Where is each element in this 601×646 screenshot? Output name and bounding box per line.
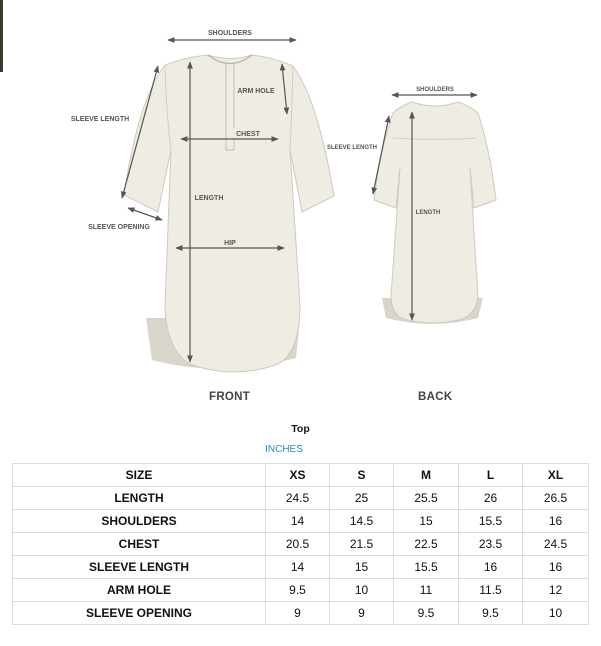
table-cell: 26: [459, 487, 523, 510]
table-cell: 16: [459, 556, 523, 579]
table-cell: 9.5: [394, 602, 459, 625]
table-cell: 10: [330, 579, 394, 602]
table-row: [13, 533, 589, 556]
front-sleeve-length-label: SLEEVE LENGTH: [70, 116, 130, 123]
size-table: [12, 463, 589, 625]
front-shoulders-label: SHOULDERS: [208, 30, 252, 37]
header-l: L: [459, 464, 523, 487]
table-cell: 9.5: [266, 579, 330, 602]
table-cell: 25: [330, 487, 394, 510]
table-cell: 23.5: [459, 533, 523, 556]
table-cell: 9.5: [459, 602, 523, 625]
table-row: [13, 510, 589, 533]
header-size: SIZE: [13, 464, 266, 487]
back-length-label: LENGTH: [415, 210, 441, 216]
table-cell: 15.5: [394, 556, 459, 579]
front-armhole-label: ARM HOLE: [237, 88, 275, 95]
table-cell: 16: [523, 510, 589, 533]
chart-title: Top: [291, 423, 310, 435]
front-hip-label: HIP: [224, 240, 236, 247]
table-row: [13, 602, 589, 625]
back-sleeve-length-label: SLEEVE LENGTH: [326, 145, 378, 151]
table-cell: 25.5: [394, 487, 459, 510]
row-label: SLEEVE LENGTH: [13, 556, 266, 579]
table-cell: 9: [330, 602, 394, 625]
table-cell: 21.5: [330, 533, 394, 556]
table-cell: 16: [523, 556, 589, 579]
row-label: LENGTH: [13, 487, 266, 510]
header-m: M: [394, 464, 459, 487]
table-cell: 20.5: [266, 533, 330, 556]
table-cell: 12: [523, 579, 589, 602]
table-cell: 26.5: [523, 487, 589, 510]
table-cell: 11: [394, 579, 459, 602]
table-row: [13, 487, 589, 510]
header-s: S: [330, 464, 394, 487]
unit-label: INCHES: [265, 444, 303, 455]
table-row: [13, 556, 589, 579]
table-cell: 24.5: [266, 487, 330, 510]
front-sleeve-opening-label: SLEEVE OPENING: [88, 224, 150, 231]
table-cell: 24.5: [523, 533, 589, 556]
front-garment: [124, 55, 334, 372]
table-cell: 14: [266, 556, 330, 579]
table-cell: 15: [394, 510, 459, 533]
table-row: [13, 579, 589, 602]
back-view-caption: BACK: [418, 391, 453, 403]
table-cell: 10: [523, 602, 589, 625]
header-xl: XL: [523, 464, 589, 487]
row-label: ARM HOLE: [13, 579, 266, 602]
table-cell: 14.5: [330, 510, 394, 533]
front-length-label: LENGTH: [194, 195, 224, 202]
table-cell: 14: [266, 510, 330, 533]
row-label: CHEST: [13, 533, 266, 556]
table-header-row: [13, 464, 589, 487]
table-cell: 11.5: [459, 579, 523, 602]
front-view-caption: FRONT: [209, 391, 251, 403]
table-cell: 15.5: [459, 510, 523, 533]
header-xs: XS: [266, 464, 330, 487]
front-chest-label: CHEST: [236, 131, 260, 138]
table-cell: 15: [330, 556, 394, 579]
table-cell: 9: [266, 602, 330, 625]
back-shoulders-label: SHOULDERS: [416, 87, 454, 93]
table-cell: 22.5: [394, 533, 459, 556]
row-label: SHOULDERS: [13, 510, 266, 533]
row-label: SLEEVE OPENING: [13, 602, 266, 625]
